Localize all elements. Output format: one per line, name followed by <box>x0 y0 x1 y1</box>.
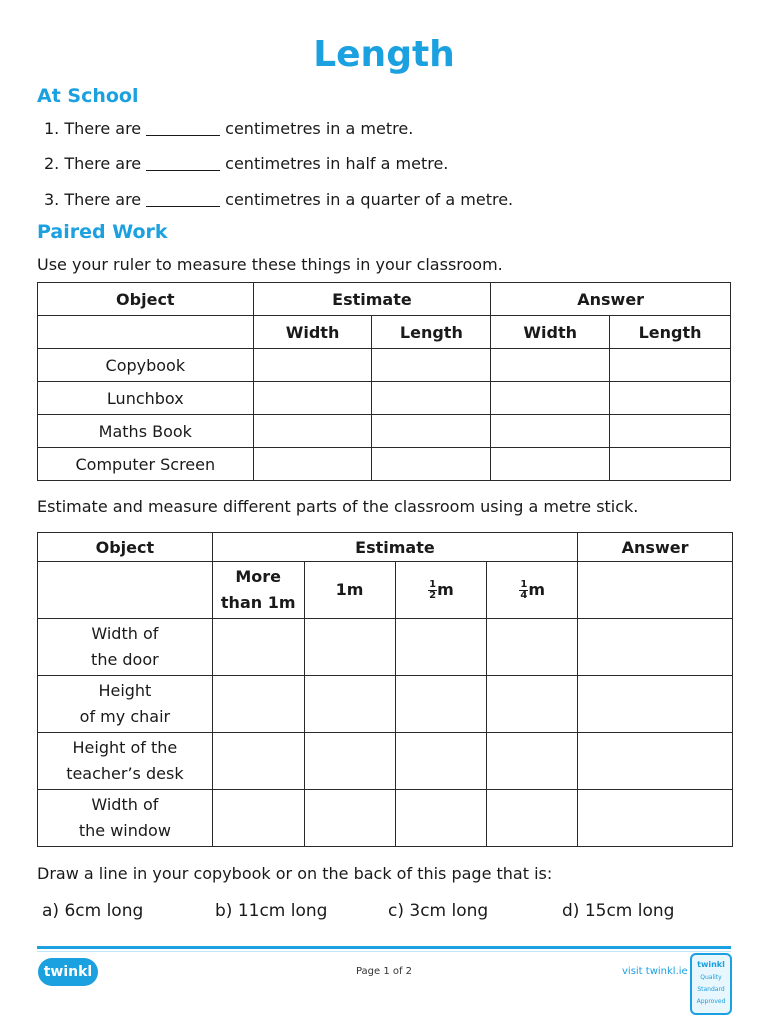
row-label: Maths Book <box>38 415 254 448</box>
question-1 <box>44 119 413 138</box>
question-text-post: centimetres in a metre. <box>225 119 414 138</box>
answer-cell[interactable] <box>610 415 731 448</box>
subheader-line: than 1m <box>220 593 296 612</box>
visit-link[interactable]: visit twinkl.ie <box>622 966 688 977</box>
answer-cell[interactable] <box>372 448 491 481</box>
question-number: 2. <box>44 154 60 173</box>
question-number: 1. <box>44 119 60 138</box>
draw-item: b) 11cm long <box>215 901 328 921</box>
subheader-line: More <box>235 567 282 586</box>
question-text-pre: There are <box>64 154 142 173</box>
table-row <box>38 349 731 382</box>
answer-cell[interactable] <box>487 676 578 733</box>
column-header-object: Object <box>38 283 254 316</box>
draw-item: c) 3cm long <box>388 901 489 921</box>
table-row <box>38 619 733 676</box>
column-header-object: Object <box>38 533 213 562</box>
unit-label: m <box>528 580 546 599</box>
page-number: Page 1 of 2 <box>355 966 413 977</box>
subheader-width: Width <box>253 316 372 349</box>
answer-cell[interactable] <box>487 790 578 847</box>
answer-cell[interactable] <box>253 448 372 481</box>
table-row <box>38 448 731 481</box>
row-label: Width of the door <box>38 619 213 676</box>
badge-title: twinkl <box>697 960 725 969</box>
column-header-estimate: Estimate <box>253 283 491 316</box>
answer-cell[interactable] <box>610 382 731 415</box>
empty-cell <box>38 316 254 349</box>
answer-cell[interactable] <box>491 349 610 382</box>
table-row <box>38 676 733 733</box>
answer-cell[interactable] <box>212 676 304 733</box>
answer-cell[interactable] <box>491 448 610 481</box>
table-row <box>38 790 733 847</box>
answer-cell[interactable] <box>491 415 610 448</box>
metre-instruction: Estimate and measure different parts of the classroom using a metre stick. <box>37 497 639 516</box>
page-title: Length <box>313 34 455 75</box>
table-row <box>38 415 731 448</box>
subheader-quarter-m <box>487 562 578 619</box>
question-2 <box>44 154 448 173</box>
subheader-length: Length <box>610 316 731 349</box>
subheader-more-than-1m <box>212 562 304 619</box>
column-header-answer: Answer <box>578 533 733 562</box>
row-label: Computer Screen <box>38 448 254 481</box>
answer-cell[interactable] <box>372 349 491 382</box>
ruler-instruction: Use your ruler to measure these things in your classroom. <box>37 255 503 274</box>
ruler-measure-table <box>37 282 731 481</box>
subheader-width: Width <box>491 316 610 349</box>
answer-cell[interactable] <box>372 382 491 415</box>
answer-cell[interactable] <box>253 415 372 448</box>
answer-cell[interactable] <box>487 733 578 790</box>
answer-blank[interactable] <box>146 135 220 136</box>
subheader-1m: 1m <box>304 562 395 619</box>
row-label: Copybook <box>38 349 254 382</box>
answer-cell[interactable] <box>610 349 731 382</box>
subheader-length: Length <box>372 316 491 349</box>
draw-item: d) 15cm long <box>562 901 675 921</box>
answer-cell[interactable] <box>212 790 304 847</box>
section-heading-at-school: At School <box>37 85 139 107</box>
answer-blank[interactable] <box>146 170 220 171</box>
answer-cell[interactable] <box>212 733 304 790</box>
empty-cell <box>38 562 213 619</box>
question-3 <box>44 190 513 209</box>
question-text-post: centimetres in a quarter of a metre. <box>225 190 514 209</box>
answer-cell[interactable] <box>372 415 491 448</box>
empty-cell <box>578 562 733 619</box>
column-header-estimate: Estimate <box>212 533 577 562</box>
question-text-pre: There are <box>64 119 142 138</box>
metre-stick-table <box>37 532 733 847</box>
draw-item: a) 6cm long <box>42 901 144 921</box>
answer-cell[interactable] <box>304 790 395 847</box>
row-label: Height of my chair <box>38 676 213 733</box>
answer-cell[interactable] <box>253 382 372 415</box>
answer-blank[interactable] <box>146 206 220 207</box>
answer-cell[interactable] <box>610 448 731 481</box>
footer-divider-light <box>37 951 731 952</box>
row-label: Lunchbox <box>38 382 254 415</box>
answer-cell[interactable] <box>395 619 487 676</box>
answer-cell[interactable] <box>395 676 487 733</box>
answer-cell[interactable] <box>395 733 487 790</box>
answer-cell[interactable] <box>212 619 304 676</box>
question-text-post: centimetres in half a metre. <box>225 154 449 173</box>
answer-cell[interactable] <box>304 676 395 733</box>
table-row <box>38 733 733 790</box>
answer-cell[interactable] <box>578 619 733 676</box>
answer-cell[interactable] <box>491 382 610 415</box>
draw-instruction: Draw a line in your copybook or on the back of this page that is: <box>37 864 553 883</box>
answer-cell[interactable] <box>253 349 372 382</box>
unit-label: m <box>437 580 454 599</box>
column-header-answer: Answer <box>491 283 731 316</box>
subheader-half-m <box>395 562 487 619</box>
question-text-pre: There are <box>64 190 142 209</box>
fraction-quarter: $\frac{1}{4}$ <box>520 579 528 601</box>
answer-cell[interactable] <box>304 733 395 790</box>
answer-cell[interactable] <box>395 790 487 847</box>
quality-badge-icon <box>690 953 732 1015</box>
answer-cell[interactable] <box>578 733 733 790</box>
fraction-half: $\frac{1}{2}$ <box>429 579 437 601</box>
answer-cell[interactable] <box>578 790 733 847</box>
row-label: Width of the window <box>38 790 213 847</box>
section-heading-paired-work: Paired Work <box>37 221 168 243</box>
answer-cell[interactable] <box>578 676 733 733</box>
twinkl-logo: twinkl <box>38 958 98 986</box>
answer-cell[interactable] <box>487 619 578 676</box>
badge-caption: Quality Standard Approved <box>696 974 726 1005</box>
table-row <box>38 382 731 415</box>
question-number: 3. <box>44 190 60 209</box>
answer-cell[interactable] <box>304 619 395 676</box>
footer-divider <box>37 946 731 949</box>
row-label: Height of the teacher’s desk <box>38 733 213 790</box>
